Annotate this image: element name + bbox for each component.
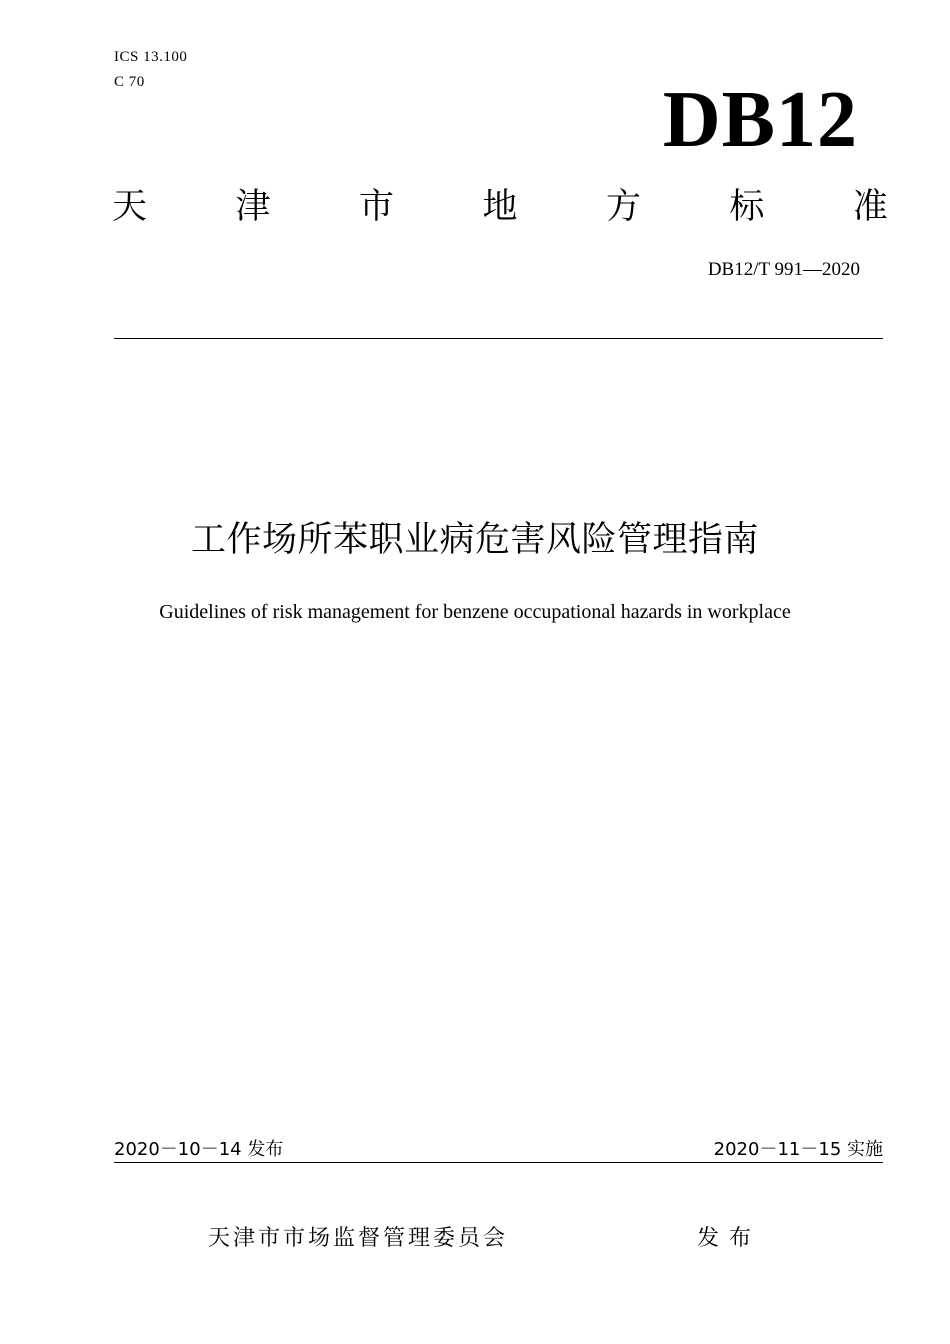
- footer-divider: [114, 1162, 883, 1163]
- ics-classification: ICS 13.100: [114, 49, 188, 65]
- standard-number: DB12/T 991—2020: [707, 259, 860, 280]
- standard-type-char: 天: [112, 187, 148, 227]
- standard-type-char: 市: [358, 187, 394, 227]
- ccs-classification: C 70: [114, 74, 145, 90]
- standard-type-char: 准: [852, 187, 888, 227]
- document-title-chinese: 工作场所苯职业病危害风险管理指南: [190, 520, 759, 560]
- issue-date: 2020－10－14 发布: [114, 1139, 284, 1160]
- issuing-authority: 天津市市场监督管理委员会: [208, 1226, 509, 1251]
- header-divider: [114, 338, 883, 339]
- standard-type-heading: [112, 186, 888, 228]
- standard-type-char: 地: [482, 187, 518, 227]
- standard-type-char: 标: [729, 187, 765, 227]
- implementation-date: 2020－11－15 实施: [713, 1139, 883, 1160]
- standard-code-logo: DB12: [662, 76, 858, 164]
- document-title-english: Guidelines of risk management for benzene occupational hazards in workplace: [159, 601, 791, 623]
- standard-type-char: 津: [235, 187, 271, 227]
- issue-label: 发布: [697, 1226, 762, 1251]
- standard-type-char: 方: [605, 187, 641, 227]
